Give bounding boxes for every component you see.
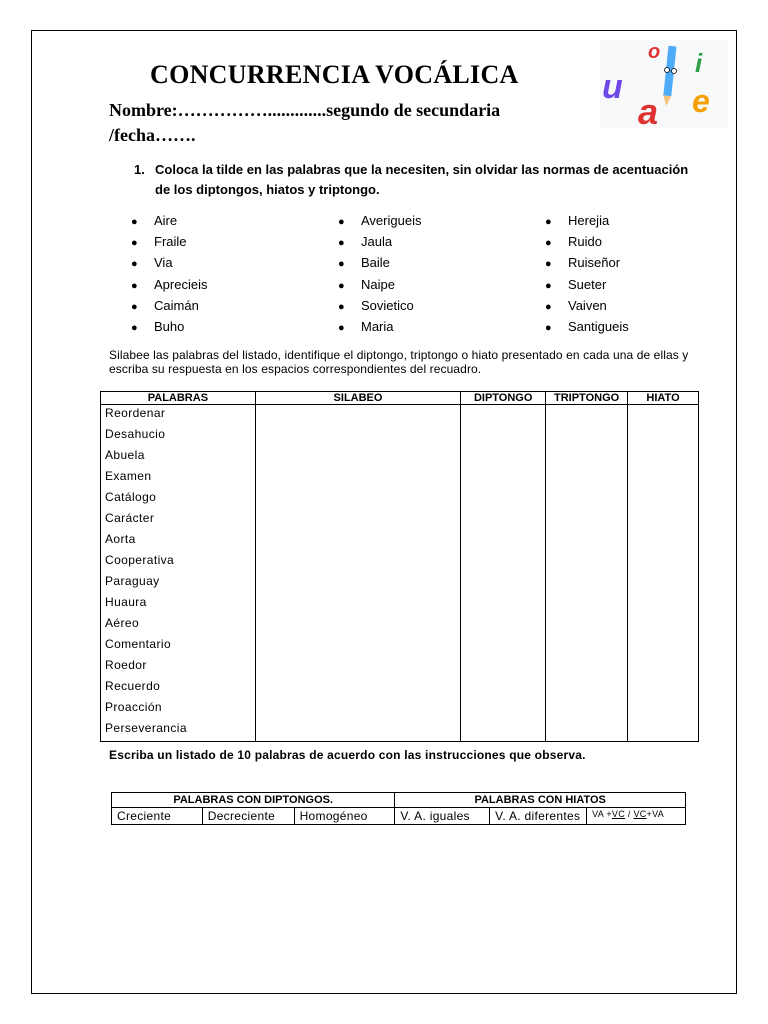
- diptongo-answer-cell[interactable]: [461, 678, 546, 699]
- word-text: Vaiven: [568, 297, 607, 313]
- word-list-item: [131, 231, 207, 252]
- silabeo-answer-cell[interactable]: [255, 489, 460, 510]
- word-list-column-2: [338, 210, 421, 337]
- word-text: Buho: [154, 318, 185, 334]
- table-row: [101, 468, 699, 489]
- word-classification-table: [111, 792, 686, 825]
- column-header-hiato: HIATO: [628, 392, 699, 405]
- logo-letter-a: a: [638, 91, 659, 128]
- va-vc-part-b: VC: [611, 809, 626, 819]
- hiato-answer-cell[interactable]: [628, 678, 699, 699]
- silabeo-answer-cell[interactable]: [255, 678, 460, 699]
- word-list-item: [131, 274, 207, 295]
- word-list-item: [131, 252, 207, 273]
- word-list-item: [338, 210, 421, 231]
- bullet-icon: ●: [338, 216, 345, 228]
- diptongo-answer-cell[interactable]: [461, 552, 546, 573]
- silabeo-answer-cell[interactable]: [255, 468, 460, 489]
- table-row: [101, 720, 699, 742]
- word-cell: Recuerdo: [101, 678, 256, 699]
- bullet-icon: ●: [131, 300, 138, 313]
- word-list-item: [338, 316, 421, 337]
- silabeo-answer-cell[interactable]: [255, 636, 460, 657]
- word-list-column-1: [131, 210, 207, 337]
- hiato-answer-cell[interactable]: [628, 552, 699, 573]
- bullet-icon: ●: [131, 216, 138, 228]
- triptongo-answer-cell[interactable]: [546, 657, 628, 678]
- diptongo-answer-cell[interactable]: [461, 720, 546, 742]
- exercise-1-number: 1.: [134, 162, 145, 177]
- table-row: [101, 615, 699, 636]
- silabeo-answer-cell[interactable]: [255, 531, 460, 552]
- bullet-icon: ●: [545, 279, 552, 292]
- syllable-table: [100, 391, 699, 742]
- hiato-answer-cell[interactable]: [628, 657, 699, 678]
- word-list-item: [338, 295, 421, 316]
- word-cell: Paraguay: [101, 573, 256, 594]
- diptongo-answer-cell[interactable]: [461, 510, 546, 531]
- bullet-icon: ●: [545, 216, 552, 228]
- bullet-icon: ●: [338, 321, 345, 334]
- word-list-item: [131, 316, 207, 337]
- hiato-answer-cell[interactable]: [628, 489, 699, 510]
- word-text: Aire: [154, 213, 178, 228]
- vowels-logo: [600, 40, 728, 128]
- va-vc-part-c: /: [625, 809, 634, 819]
- diptongo-answer-cell[interactable]: [461, 426, 546, 447]
- word-cell: Roedor: [101, 657, 256, 678]
- hiato-answer-cell[interactable]: [628, 699, 699, 720]
- word-list-item: [338, 252, 421, 273]
- word-text: Fraile: [154, 234, 187, 250]
- word-text: Sovietico: [361, 297, 414, 313]
- bullet-icon: ●: [545, 237, 552, 250]
- word-cell: Comentario: [101, 636, 256, 657]
- logo-letter-u: u: [602, 68, 623, 106]
- diptongo-answer-cell[interactable]: [461, 636, 546, 657]
- word-cell: Perseverancia: [101, 720, 256, 742]
- word-list-item: [545, 274, 629, 295]
- word-cell: Carácter: [101, 510, 256, 531]
- word-list-item: [545, 316, 629, 337]
- word-list-item: [545, 210, 629, 231]
- table-row: [101, 573, 699, 594]
- word-cell: Reordenar: [101, 405, 256, 427]
- exercise-1-text: Coloca la tilde en las palabras que la necesiten, sin olvidar las normas de acentuación de los diptongos, hiatos y triptongo.: [155, 162, 689, 197]
- bullet-icon: ●: [545, 300, 552, 313]
- table-row: [101, 531, 699, 552]
- table-row: [101, 447, 699, 468]
- silabeo-answer-cell[interactable]: [255, 573, 460, 594]
- hiato-answer-cell[interactable]: [628, 405, 699, 427]
- name-field[interactable]: Nombre:…………….............segundo de secundaria: [109, 100, 501, 120]
- word-list-item: [338, 231, 421, 252]
- sub-header-decreciente: Decreciente: [202, 808, 294, 825]
- bullet-icon: ●: [545, 258, 552, 271]
- word-text: Sueter: [568, 276, 607, 292]
- word-text: Ruiseñor: [568, 255, 621, 271]
- word-cell: Examen: [101, 468, 256, 489]
- triptongo-answer-cell[interactable]: [546, 720, 628, 742]
- bullet-icon: ●: [545, 321, 552, 334]
- triptongo-answer-cell[interactable]: [546, 426, 628, 447]
- word-text: Herejia: [568, 213, 610, 228]
- word-list-item: [545, 252, 629, 273]
- table-row: [101, 594, 699, 615]
- word-text: Naipe: [361, 276, 395, 292]
- table-row: [101, 699, 699, 720]
- word-text: Caimán: [154, 297, 199, 313]
- word-text: Santigueis: [568, 318, 629, 334]
- diptongo-answer-cell[interactable]: [461, 615, 546, 636]
- triptongo-answer-cell[interactable]: [546, 531, 628, 552]
- va-vc-part-d: VC: [633, 809, 647, 819]
- word-list-column-3: [545, 210, 629, 337]
- bullet-icon: ●: [338, 279, 345, 292]
- va-vc-part-e: +VA: [646, 809, 665, 819]
- date-field[interactable]: /fecha…….: [109, 125, 196, 145]
- bullet-icon: ●: [131, 237, 138, 250]
- hiato-answer-cell[interactable]: [628, 468, 699, 489]
- hiato-answer-cell[interactable]: [628, 510, 699, 531]
- word-cell: Catálogo: [101, 489, 256, 510]
- va-vc-part-a: VA +: [592, 809, 612, 819]
- diptongo-answer-cell[interactable]: [461, 531, 546, 552]
- hiatus-words-header: PALABRAS CON HIATOS: [395, 793, 686, 808]
- silabeo-answer-cell[interactable]: [255, 447, 460, 468]
- word-text: Maria: [361, 318, 394, 334]
- table-row: [101, 405, 699, 427]
- triptongo-answer-cell[interactable]: [546, 678, 628, 699]
- exercise-2-instruction: Silabee las palabras del listado, identifique el diptongo, triptongo o hiato presentado en cada una de ellas y escriba su respuesta en los espacios correspondientes del recuadro.: [109, 348, 689, 376]
- silabeo-answer-cell[interactable]: [255, 594, 460, 615]
- triptongo-answer-cell[interactable]: [546, 636, 628, 657]
- table-row: [101, 636, 699, 657]
- triptongo-answer-cell[interactable]: [546, 405, 628, 427]
- name-date-line: [109, 98, 500, 148]
- word-cell: Aorta: [101, 531, 256, 552]
- diptongo-answer-cell[interactable]: [461, 468, 546, 489]
- word-cell: Abuela: [101, 447, 256, 468]
- bullet-icon: ●: [131, 321, 138, 334]
- bullet-icon: ●: [338, 258, 345, 271]
- triptongo-answer-cell[interactable]: [546, 468, 628, 489]
- column-header-diptongo: DIPTONGO: [461, 392, 546, 405]
- diptongo-answer-cell[interactable]: [461, 699, 546, 720]
- exercise-3-instruction: Escriba un listado de 10 palabras de acuerdo con las instrucciones que observa.: [109, 748, 586, 762]
- sub-header-va-vc: [587, 808, 686, 825]
- page-title: CONCURRENCIA VOCÁLICA: [150, 60, 519, 89]
- bullet-icon: ●: [338, 237, 345, 250]
- silabeo-answer-cell[interactable]: [255, 615, 460, 636]
- triptongo-answer-cell[interactable]: [546, 552, 628, 573]
- diptongo-answer-cell[interactable]: [461, 447, 546, 468]
- silabeo-answer-cell[interactable]: [255, 657, 460, 678]
- silabeo-answer-cell[interactable]: [255, 699, 460, 720]
- word-text: Jaula: [361, 234, 393, 250]
- sub-header-va-iguales: V. A. iguales: [395, 808, 490, 825]
- logo-letter-i: i: [695, 48, 703, 78]
- hiato-answer-cell[interactable]: [628, 594, 699, 615]
- sub-header-homogeneo: Homogéneo: [294, 808, 395, 825]
- hiato-answer-cell[interactable]: [628, 447, 699, 468]
- word-cell: Cooperativa: [101, 552, 256, 573]
- word-list-item: [545, 231, 629, 252]
- word-text: Aprecieis: [154, 276, 208, 292]
- silabeo-answer-cell[interactable]: [255, 510, 460, 531]
- triptongo-answer-cell[interactable]: [546, 573, 628, 594]
- hiato-answer-cell[interactable]: [628, 720, 699, 742]
- column-header-triptongo: TRIPTONGO: [546, 392, 628, 405]
- triptongo-answer-cell[interactable]: [546, 447, 628, 468]
- word-list-item: [338, 274, 421, 295]
- diptongo-answer-cell[interactable]: [461, 657, 546, 678]
- word-text: Via: [154, 255, 173, 271]
- table-row: [101, 678, 699, 699]
- word-cell: Desahucio: [101, 426, 256, 447]
- triptongo-answer-cell[interactable]: [546, 594, 628, 615]
- word-cell: Huaura: [101, 594, 256, 615]
- table-row: [101, 657, 699, 678]
- table-row: [101, 489, 699, 510]
- word-list-item: [131, 210, 207, 231]
- silabeo-answer-cell[interactable]: [255, 720, 460, 742]
- silabeo-answer-cell[interactable]: [255, 405, 460, 427]
- word-list-item: [131, 295, 207, 316]
- word-cell: Proacción: [101, 699, 256, 720]
- word-text: Averigueis: [361, 213, 422, 228]
- logo-letter-e: e: [692, 83, 710, 119]
- diptongo-answer-cell[interactable]: [461, 573, 546, 594]
- diptongo-answer-cell[interactable]: [461, 489, 546, 510]
- sub-header-creciente: Creciente: [112, 808, 203, 825]
- hiato-answer-cell[interactable]: [628, 615, 699, 636]
- triptongo-answer-cell[interactable]: [546, 699, 628, 720]
- diptongo-answer-cell[interactable]: [461, 405, 546, 427]
- word-text: Baile: [361, 255, 390, 271]
- diphthong-words-header: PALABRAS CON DIPTONGOS.: [112, 793, 395, 808]
- bullet-icon: ●: [131, 258, 138, 271]
- table-row: [101, 552, 699, 573]
- diptongo-answer-cell[interactable]: [461, 594, 546, 615]
- logo-letter-o: o: [648, 41, 661, 63]
- hiato-answer-cell[interactable]: [628, 573, 699, 594]
- hiato-answer-cell[interactable]: [628, 531, 699, 552]
- table-row: [101, 510, 699, 531]
- word-list-item: [545, 295, 629, 316]
- hiato-answer-cell[interactable]: [628, 426, 699, 447]
- bullet-icon: ●: [131, 279, 138, 292]
- bullet-icon: ●: [338, 300, 345, 313]
- silabeo-answer-cell[interactable]: [255, 426, 460, 447]
- table-row: [101, 426, 699, 447]
- triptongo-answer-cell[interactable]: [546, 615, 628, 636]
- column-header-silabeo: SILABEO: [255, 392, 460, 405]
- word-text: Ruido: [568, 234, 602, 250]
- hiato-answer-cell[interactable]: [628, 636, 699, 657]
- silabeo-answer-cell[interactable]: [255, 552, 460, 573]
- column-header-palabras: PALABRAS: [101, 392, 256, 405]
- sub-header-va-diferentes: V. A. diferentes: [490, 808, 587, 825]
- word-cell: Aéreo: [101, 615, 256, 636]
- triptongo-answer-cell[interactable]: [546, 510, 628, 531]
- triptongo-answer-cell[interactable]: [546, 489, 628, 510]
